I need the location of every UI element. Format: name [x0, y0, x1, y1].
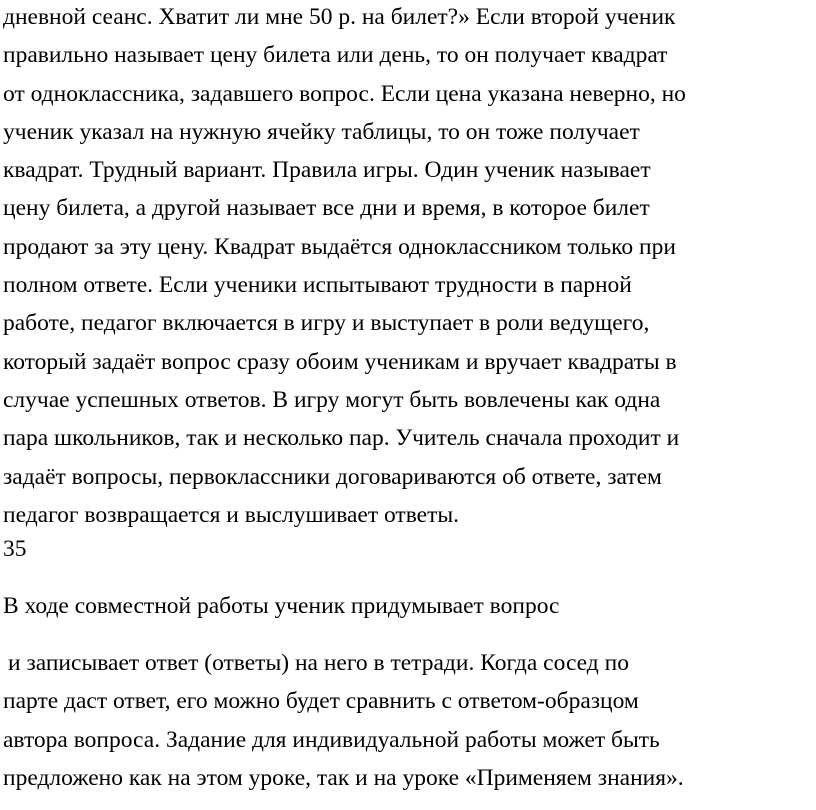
text-line: квадрат. Трудный вариант. Правила игры. Один ученик называет — [3, 157, 651, 184]
text-line: парте даст ответ, его можно будет сравнить с ответом-образцом — [3, 688, 639, 715]
text-line: случае успешных ответов. В игру могут быть вовлечены как одна — [3, 386, 661, 413]
text-line: задаёт вопросы, первоклассники договариваются об ответе, затем — [3, 463, 662, 490]
text-line: педагог возвращается и выслушивает ответы. — [3, 501, 460, 528]
paragraph-joint-work — [3, 587, 559, 625]
page-number-text: 35 — [3, 536, 27, 562]
text-line: дневной сеанс. Хватит ли мне 50 р. на билет?» Если второй ученик — [3, 4, 676, 30]
text-line: цену билета, а другой называет все дни и время, в которое билет — [3, 195, 650, 222]
text-line: который задаёт вопрос сразу обоим ученикам и вручает квадраты в — [3, 348, 677, 375]
text-line: предложено как на этом уроке, так и на уроке «Применяем знания». — [3, 764, 684, 791]
text-line: полном ответе. Если ученики испытывают трудности в парной — [3, 272, 632, 299]
text-line: В ходе совместной работы ученик придумывает вопрос — [3, 593, 560, 619]
text-line: пара школьников, так и несколько пар. Учитель сначала проходит и — [3, 425, 680, 452]
page-number — [3, 530, 27, 568]
text-line: работе, педагог включается в игру и выступает в роли ведущего, — [3, 310, 650, 337]
paragraph-answer-notes — [3, 644, 684, 797]
text-line: ученик указал на нужную ячейку таблицы, то он тоже получает — [3, 118, 640, 145]
text-line: продают за эту цену. Квадрат выдаётся одноклассником только при — [3, 233, 676, 260]
text-line: от одноклассника, задавшего вопрос. Если цена указана неверно, но — [3, 80, 686, 107]
text-line: и записывает ответ (ответы) на него в тетради. Когда сосед по — [8, 650, 629, 676]
text-line: автора вопроса. Задание для индивидуальной работы может быть — [3, 726, 660, 753]
text-line: правильно называет цену билета или день, то он получает квадрат — [3, 42, 668, 69]
paragraph-game-rules — [3, 0, 686, 534]
